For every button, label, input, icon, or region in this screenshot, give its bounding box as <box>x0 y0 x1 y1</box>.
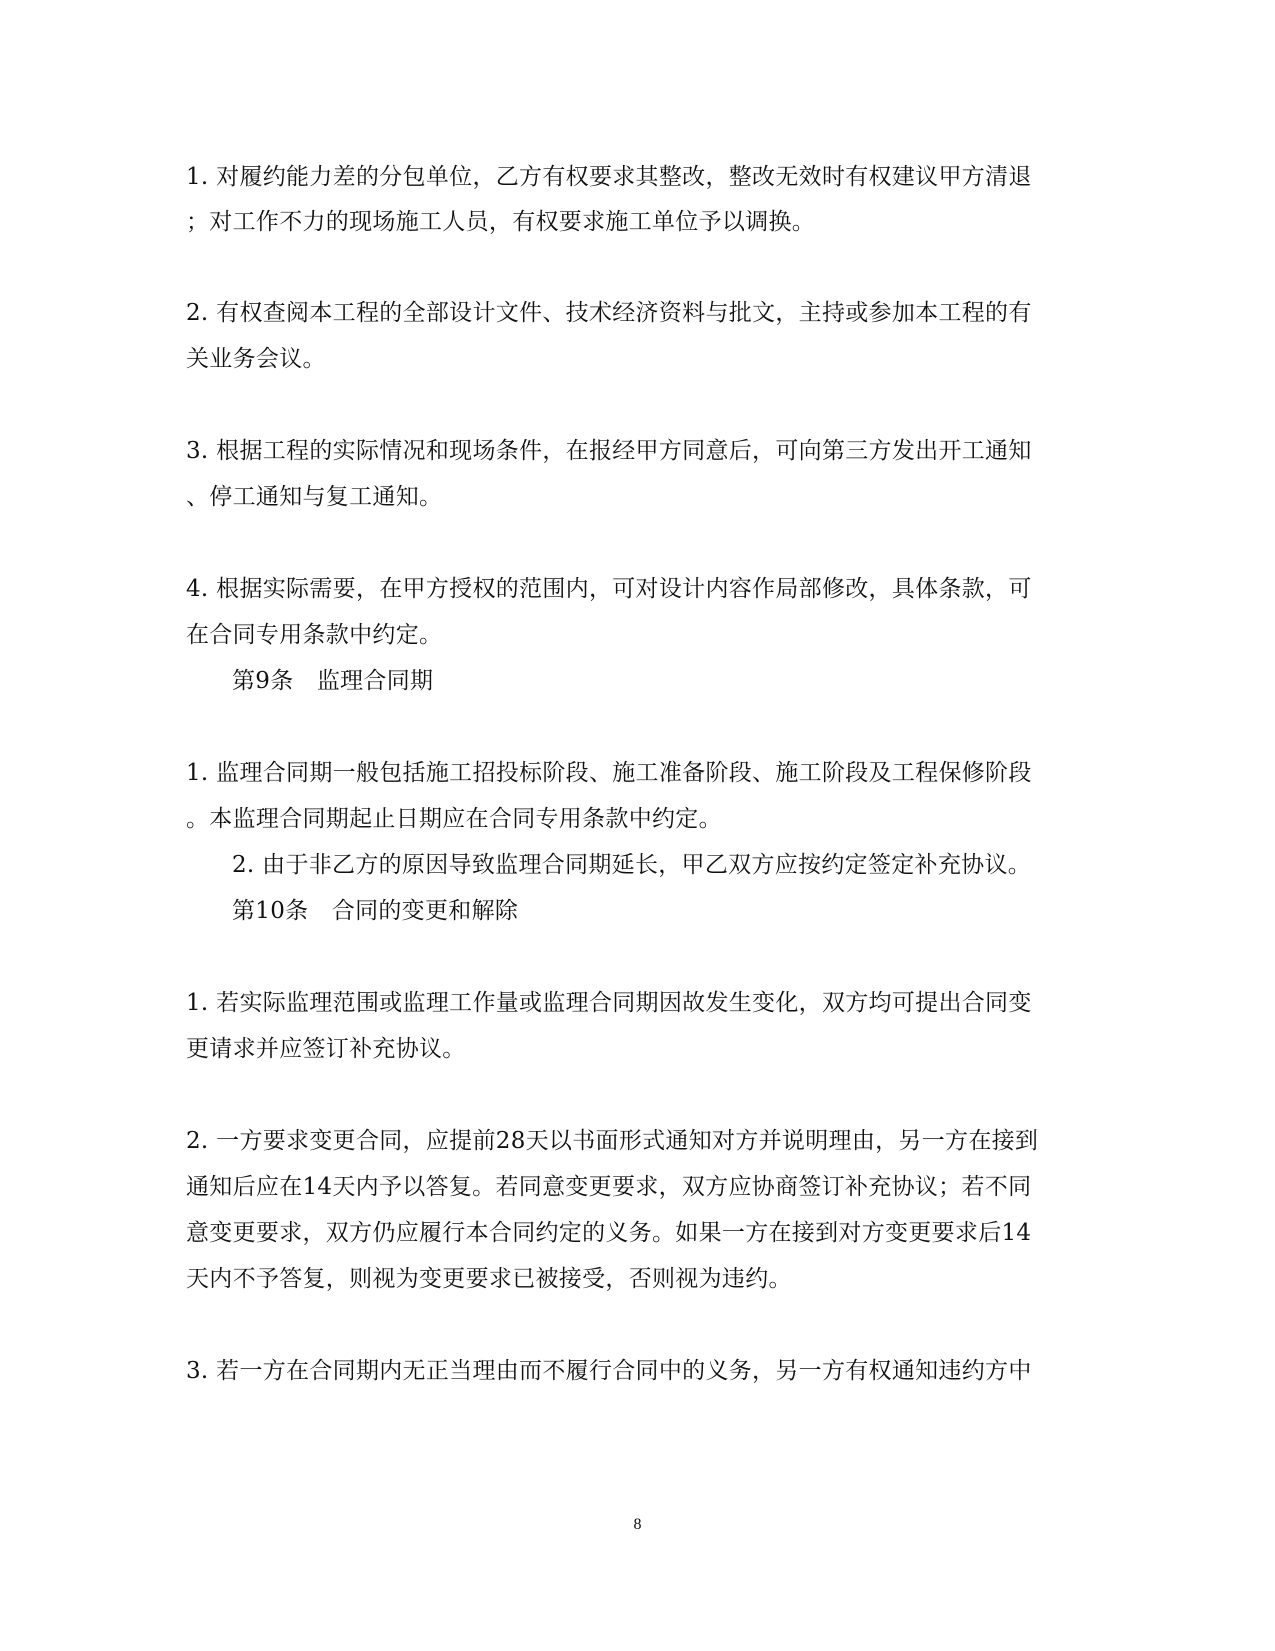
clause-10-item-2-line-2: 通知后应在14天内予以答复。若同意变更要求，双方应协商签订补充协议；若不同 <box>186 1174 1032 1200</box>
clause-10-heading: 第10条 合同的变更和解除 <box>232 898 519 924</box>
clause-8-item-3-line-1: 3. 根据工程的实际情况和现场条件，在报经甲方同意后，可向第三方发出开工通知 <box>186 438 1032 464</box>
clause-8-item-4-line-1: 4. 根据实际需要，在甲方授权的范围内，可对设计内容作局部修改，具体条款，可 <box>186 576 1032 602</box>
clause-9-item-1-line-2: 。本监理合同期起止日期应在合同专用条款中约定。 <box>186 806 722 832</box>
clause-9-item-1-line-1: 1. 监理合同期一般包括施工招投标阶段、施工准备阶段、施工阶段及工程保修阶段 <box>186 760 1032 786</box>
clause-10-item-2-line-3: 意变更要求，双方仍应履行本合同约定的义务。如果一方在接到对方变更要求后14 <box>186 1220 1032 1246</box>
clause-10-item-1-line-1: 1. 若实际监理范围或监理工作量或监理合同期因故发生变化，双方均可提出合同变 <box>186 990 1032 1016</box>
clause-8-item-4-line-2: 在合同专用条款中约定。 <box>186 622 443 648</box>
page-number: 8 <box>633 1516 642 1533</box>
clause-8-item-2-line-2: 关业务会议。 <box>186 346 326 372</box>
clause-8-item-3-line-2: 、停工通知与复工通知。 <box>186 484 443 510</box>
clause-10-item-2-line-1: 2. 一方要求变更合同，应提前28天以书面形式通知对方并说明理由，另一方在接到 <box>186 1128 1039 1154</box>
clause-9-item-2: 2. 由于非乙方的原因导致监理合同期延长，甲乙双方应按约定签定补充协议。 <box>232 852 1032 878</box>
clause-10-item-1-line-2: 更请求并应签订补充协议。 <box>186 1036 466 1062</box>
clause-10-item-3-line-1: 3. 若一方在合同期内无正当理由而不履行合同中的义务，另一方有权通知违约方中 <box>186 1358 1032 1384</box>
clause-8-item-1-line-1: 1. 对履约能力差的分包单位，乙方有权要求其整改，整改无效时有权建议甲方清退 <box>186 164 1032 190</box>
clause-8-item-2-line-1: 2. 有权查阅本工程的全部设计文件、技术经济资料与批文，主持或参加本工程的有 <box>186 300 1032 326</box>
clause-9-heading: 第9条 监理合同期 <box>232 668 434 694</box>
clause-8-item-1-line-2: ；对工作不力的现场施工人员，有权要求施工单位予以调换。 <box>186 209 816 235</box>
clause-10-item-2-line-4: 天内不予答复，则视为变更要求已被接受，否则视为违约。 <box>186 1266 792 1292</box>
